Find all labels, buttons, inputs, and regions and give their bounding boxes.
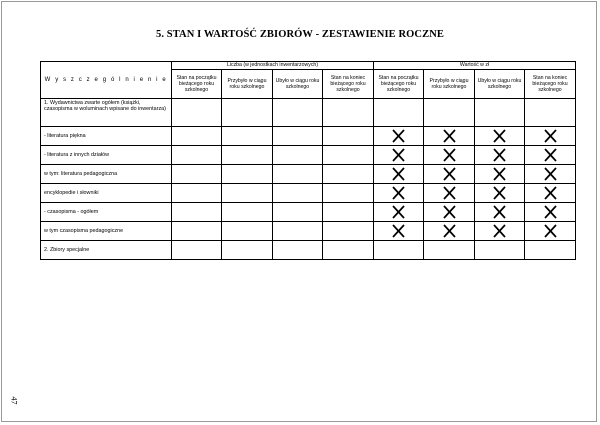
value-cell-crossed — [475, 146, 525, 165]
value-cell-crossed — [525, 165, 576, 184]
count-cell[interactable] — [172, 222, 222, 241]
value-cell-crossed — [525, 203, 576, 222]
table-row — [41, 146, 576, 165]
value-cell-crossed — [475, 184, 525, 203]
count-cell[interactable] — [323, 203, 374, 222]
value-cell-crossed — [475, 222, 525, 241]
table-row — [41, 127, 576, 146]
value-cell-crossed — [424, 203, 475, 222]
count-cell[interactable] — [273, 241, 323, 260]
row-label: encyklopedie i słowniki — [41, 184, 172, 203]
page-title: 5. STAN I WARTOŚĆ ZBIORÓW - ZESTAWIENIE ROCZNE — [155, 29, 444, 40]
x-mark-icon — [392, 205, 405, 219]
x-mark-icon — [544, 167, 557, 181]
count-cell[interactable] — [222, 146, 273, 165]
count-cell[interactable] — [222, 203, 273, 222]
x-mark-icon — [493, 129, 506, 143]
row-label: - literatura z innych działów — [41, 146, 172, 165]
count-cell[interactable] — [323, 184, 374, 203]
value-header-added: Przybyło w ciągu roku szkolnego — [424, 70, 475, 99]
value-cell-crossed — [424, 146, 475, 165]
count-cell[interactable] — [273, 165, 323, 184]
count-cell[interactable] — [323, 222, 374, 241]
count-header-end: Stan na koniec bieżącego roku szkolnego — [323, 70, 374, 99]
count-cell[interactable] — [172, 99, 222, 127]
row-label: w tym: literatura pedagogiczna — [41, 165, 172, 184]
value-cell-crossed — [424, 165, 475, 184]
x-mark-icon — [544, 224, 557, 238]
table-row — [41, 203, 576, 222]
x-mark-icon — [392, 167, 405, 181]
count-cell[interactable] — [172, 241, 222, 260]
count-cell[interactable] — [323, 127, 374, 146]
x-mark-icon — [493, 186, 506, 200]
row-label: w tym czasopisma pedagogiczne — [41, 222, 172, 241]
value-cell-crossed — [374, 165, 424, 184]
x-mark-icon — [493, 167, 506, 181]
x-mark-icon — [392, 186, 405, 200]
x-mark-icon — [443, 224, 456, 238]
table-row — [41, 222, 576, 241]
value-cell-crossed — [475, 127, 525, 146]
row-label: - literatura piękna — [41, 127, 172, 146]
group-header-count: Liczba (w jednostkach inwentarzowych) — [172, 62, 374, 70]
count-cell[interactable] — [323, 241, 374, 260]
x-mark-icon — [544, 205, 557, 219]
x-mark-icon — [443, 205, 456, 219]
value-cell[interactable] — [475, 99, 525, 127]
value-cell-crossed — [475, 203, 525, 222]
x-mark-icon — [443, 129, 456, 143]
count-cell[interactable] — [172, 146, 222, 165]
value-cell[interactable] — [475, 241, 525, 260]
value-cell[interactable] — [424, 99, 475, 127]
value-cell[interactable] — [374, 99, 424, 127]
group-header-value: Wartość w zł — [374, 62, 576, 70]
value-header-removed: Ubyło w ciągu roku szkolnego — [475, 70, 525, 99]
value-cell-crossed — [475, 165, 525, 184]
count-cell[interactable] — [273, 146, 323, 165]
value-cell[interactable] — [525, 241, 576, 260]
x-mark-icon — [493, 205, 506, 219]
value-cell-crossed — [374, 146, 424, 165]
count-cell[interactable] — [222, 222, 273, 241]
count-cell[interactable] — [273, 184, 323, 203]
value-header-start: Stan na początku bieżącego roku szkolnego — [374, 70, 424, 99]
table-row — [41, 99, 576, 127]
x-mark-icon — [443, 148, 456, 162]
count-cell[interactable] — [273, 222, 323, 241]
count-header-added: Przybyło w ciągu roku szkolnego — [222, 70, 273, 99]
stock-value-table — [40, 61, 576, 260]
x-mark-icon — [392, 148, 405, 162]
count-cell[interactable] — [323, 146, 374, 165]
value-cell[interactable] — [525, 99, 576, 127]
column-header-description: W y s z c z e g ó l n i e n i e — [41, 62, 172, 99]
count-cell[interactable] — [273, 127, 323, 146]
value-cell[interactable] — [374, 241, 424, 260]
value-cell-crossed — [374, 222, 424, 241]
count-cell[interactable] — [172, 165, 222, 184]
x-mark-icon — [544, 148, 557, 162]
count-header-removed: Ubyło w ciągu roku szkolnego — [273, 70, 323, 99]
count-cell[interactable] — [273, 99, 323, 127]
row-label: 2. Zbiory specjalne — [41, 241, 172, 260]
count-cell[interactable] — [222, 241, 273, 260]
count-cell[interactable] — [172, 127, 222, 146]
row-label: - czasopisma - ogółem — [41, 203, 172, 222]
value-cell-crossed — [424, 127, 475, 146]
x-mark-icon — [493, 224, 506, 238]
x-mark-icon — [493, 148, 506, 162]
count-cell[interactable] — [172, 203, 222, 222]
count-cell[interactable] — [273, 203, 323, 222]
table-row — [41, 165, 576, 184]
x-mark-icon — [544, 186, 557, 200]
value-cell[interactable] — [424, 241, 475, 260]
count-cell[interactable] — [323, 165, 374, 184]
count-cell[interactable] — [323, 99, 374, 127]
x-mark-icon — [392, 224, 405, 238]
x-mark-icon — [443, 167, 456, 181]
value-cell-crossed — [525, 146, 576, 165]
table-row — [41, 184, 576, 203]
count-cell[interactable] — [222, 165, 273, 184]
value-cell-crossed — [374, 184, 424, 203]
x-mark-icon — [544, 129, 557, 143]
value-cell-crossed — [374, 127, 424, 146]
page-number: 47 — [9, 396, 19, 405]
x-mark-icon — [392, 129, 405, 143]
table-row — [41, 241, 576, 260]
count-cell[interactable] — [222, 99, 273, 127]
value-cell-crossed — [525, 222, 576, 241]
count-header-start: Stan na początku bieżącego roku szkolnego — [172, 70, 222, 99]
value-cell-crossed — [424, 222, 475, 241]
value-cell-crossed — [525, 127, 576, 146]
count-cell[interactable] — [222, 184, 273, 203]
value-header-end: Stan na koniec bieżącego roku szkolnego — [525, 70, 576, 99]
count-cell[interactable] — [172, 184, 222, 203]
value-cell-crossed — [374, 203, 424, 222]
value-cell-crossed — [525, 184, 576, 203]
x-mark-icon — [443, 186, 456, 200]
count-cell[interactable] — [222, 127, 273, 146]
row-label: 1. Wydawnictwa zwarte ogółem (książki, czasopisma w woluminach wpisane do inwentarza) — [41, 99, 172, 127]
value-cell-crossed — [424, 184, 475, 203]
